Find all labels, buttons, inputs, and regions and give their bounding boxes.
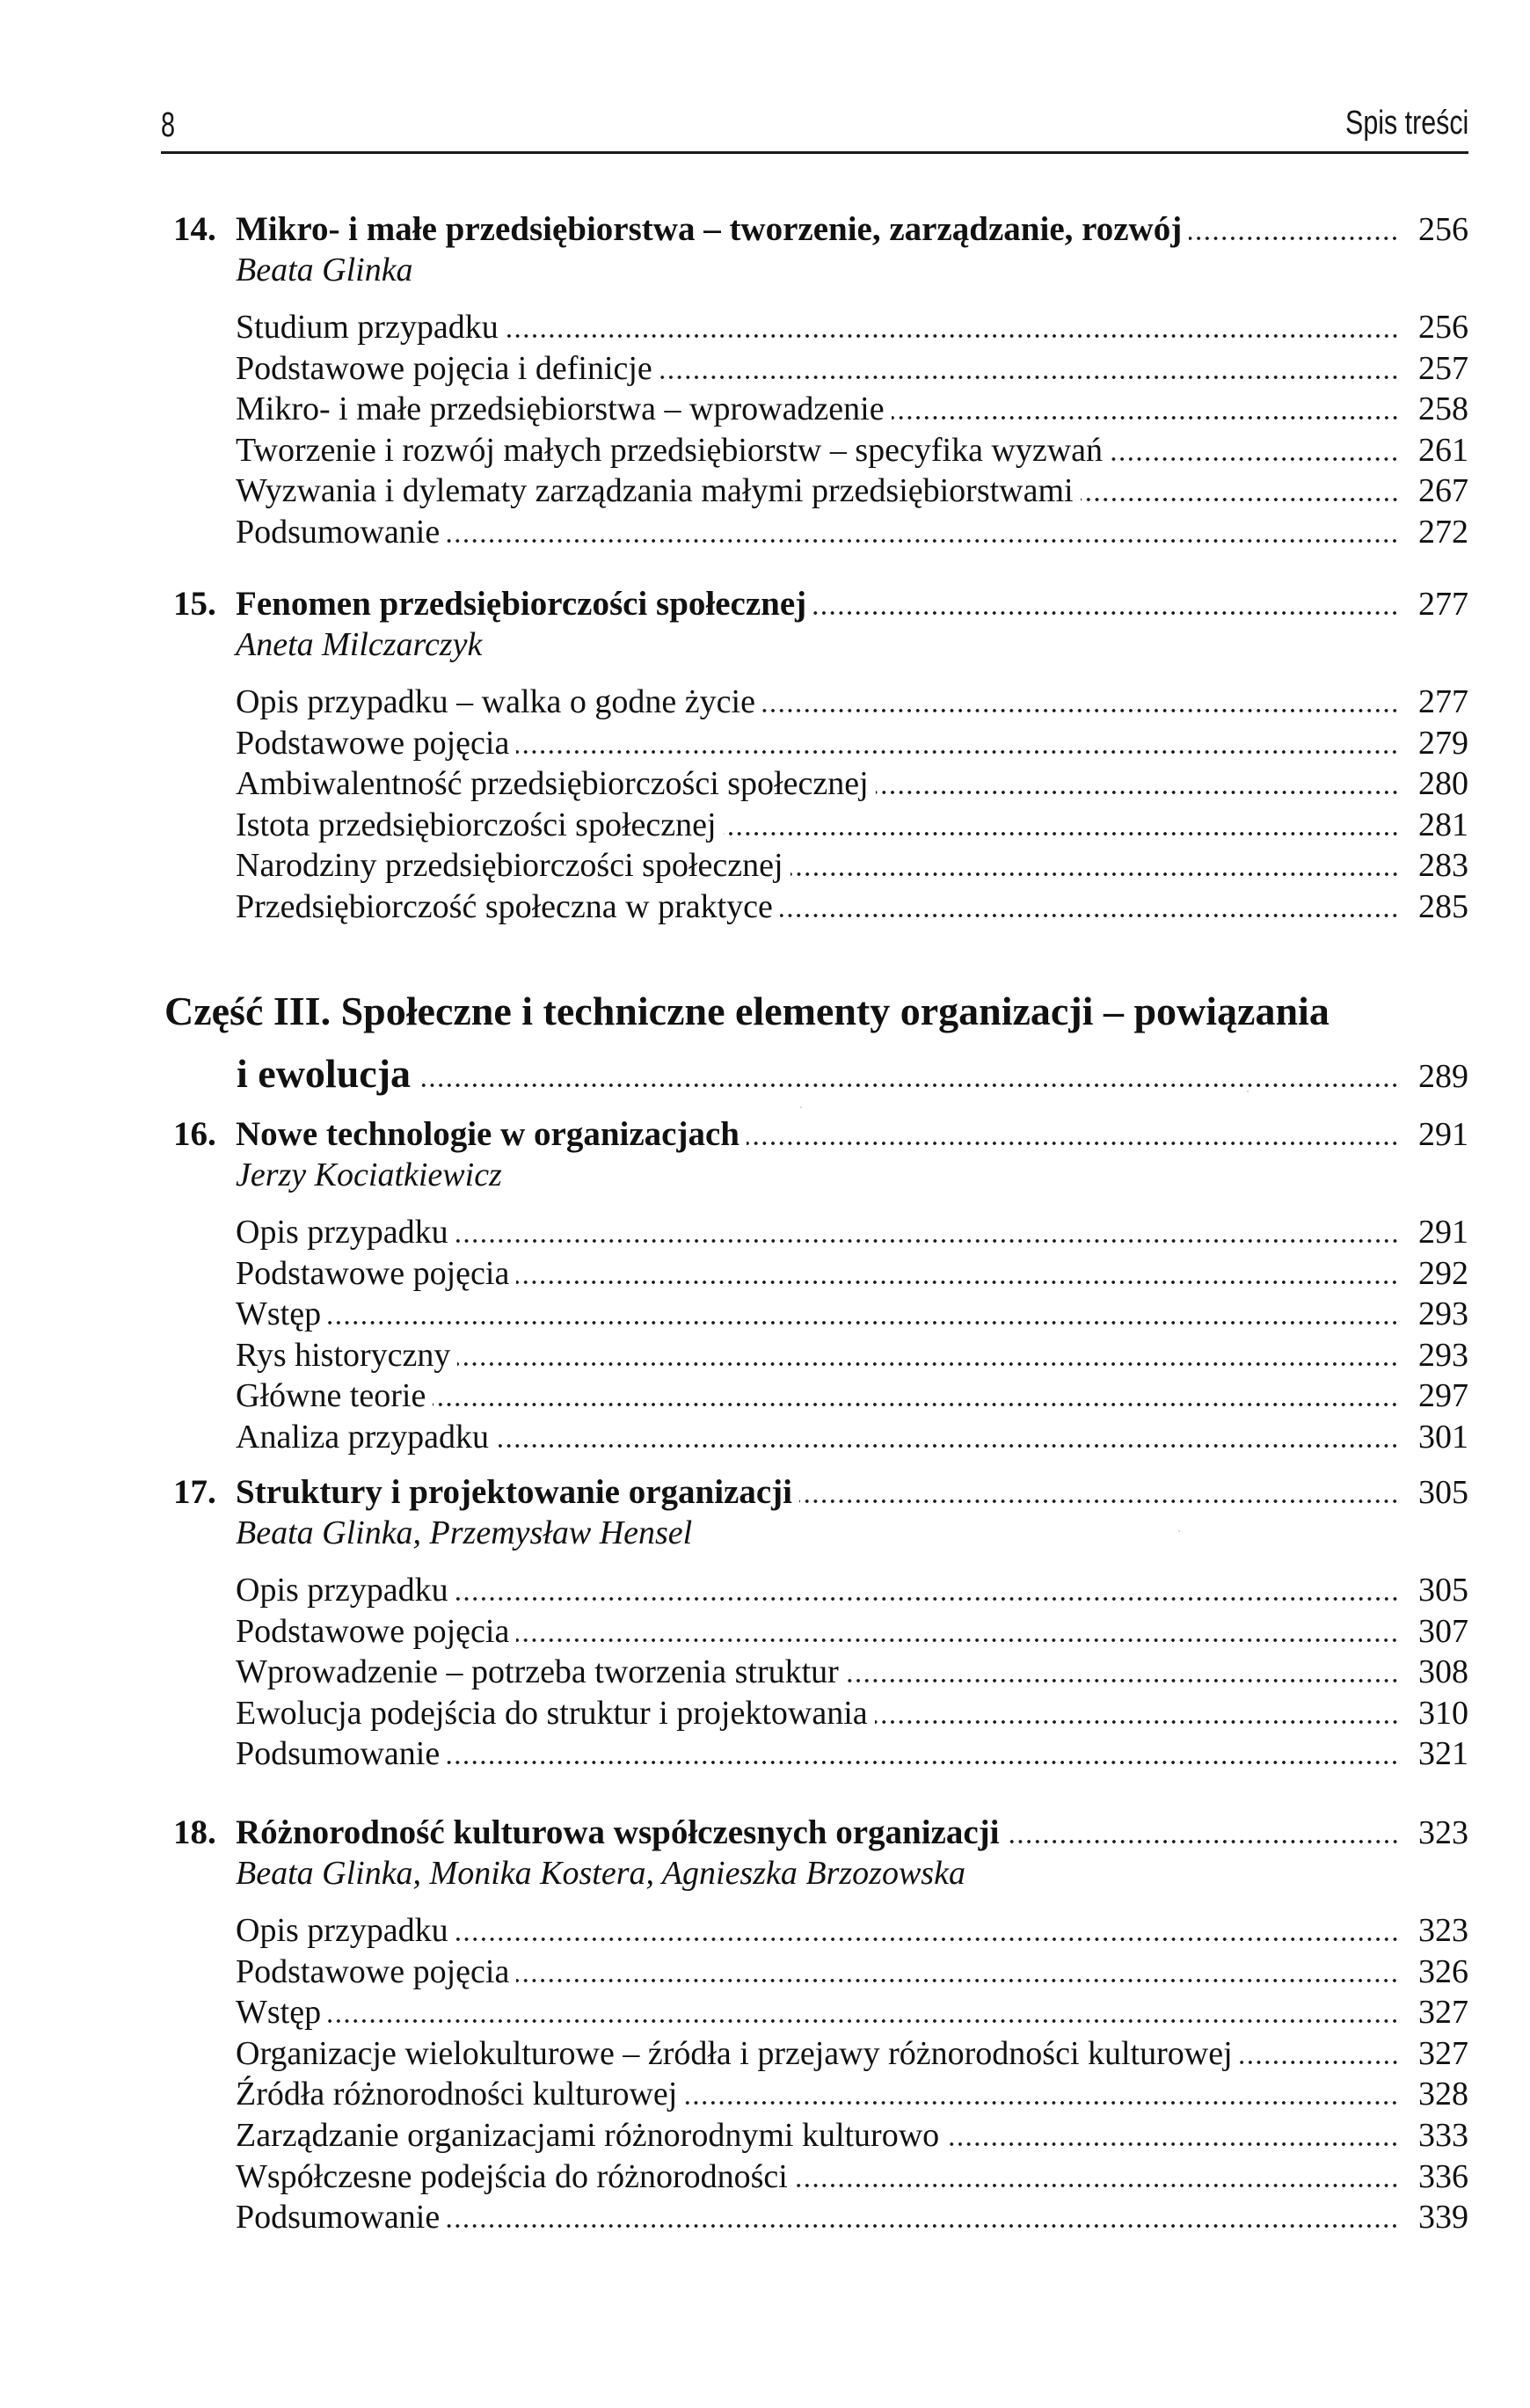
chapter-authors (0, 1854, 1530, 1898)
page-ref[interactable]: 293 (1418, 1336, 1468, 1374)
section-entry (0, 1295, 1530, 1339)
section-entry (0, 1418, 1530, 1462)
page-ref[interactable]: 291 (1418, 1214, 1468, 1251)
section-title[interactable]: Ewolucja podejścia do struktur i projektowania (236, 1694, 868, 1732)
chapter-number: 15. (173, 585, 216, 623)
dot-leader (418, 1084, 1399, 1087)
page-ref[interactable]: 283 (1418, 847, 1468, 885)
section-entry (0, 471, 1530, 515)
author-names[interactable]: Beata Glinka, Monika Kostera, Agnieszka Brzozowska (236, 1855, 965, 1892)
part-title-continued[interactable]: i ewolucja (237, 1051, 412, 1096)
toc-line (236, 1993, 1468, 2032)
dot-leader (846, 1679, 1399, 1682)
dot-leader (747, 1142, 1399, 1145)
dot-leader (780, 914, 1399, 917)
section-entry (0, 764, 1530, 808)
section-title[interactable]: Istota przedsiębiorczości społecznej (236, 806, 717, 843)
chapter-authors (0, 1156, 1530, 1200)
toc-line (236, 308, 1468, 347)
section-entry (0, 724, 1530, 768)
dot-leader (892, 416, 1399, 420)
toc-line (236, 584, 1468, 624)
toc-line (236, 1612, 1468, 1651)
section-entry (0, 887, 1530, 931)
section-title[interactable]: Rys historyczny (236, 1336, 451, 1374)
page-ref[interactable]: 292 (1418, 1254, 1468, 1292)
section-entry (0, 2116, 1530, 2160)
page-ref[interactable]: 261 (1418, 431, 1468, 469)
toc-line (236, 1418, 1468, 1456)
section-entry (0, 2034, 1530, 2078)
page-ref[interactable]: 321 (1418, 1735, 1468, 1773)
dot-leader (1007, 1840, 1400, 1843)
scan-speck (1178, 1530, 1180, 1532)
section-entry (0, 1734, 1530, 1778)
toc-line (236, 806, 1468, 844)
toc-line (236, 1653, 1468, 1691)
running-title: Spis treści (1344, 105, 1468, 142)
dot-leader (496, 1444, 1399, 1448)
toc-line (237, 1050, 1468, 1097)
dot-leader (799, 1500, 1399, 1503)
dot-leader (876, 791, 1399, 794)
page-ref[interactable]: 281 (1418, 806, 1468, 843)
section-entry (0, 308, 1530, 352)
chapter-authors (0, 251, 1530, 295)
page-ref[interactable]: 285 (1418, 888, 1468, 925)
toc-line (236, 1734, 1468, 1773)
section-title[interactable]: Podstawowe pojęcia i definicje (236, 349, 652, 387)
chapter-authors (0, 625, 1530, 669)
section-title[interactable]: Organizacje wielokulturowe – źródła i przejawy różnorodności kulturowej (236, 2034, 1233, 2072)
dot-leader (795, 2184, 1399, 2187)
toc-line (236, 1813, 1468, 1852)
toc-line (236, 2157, 1468, 2196)
chapter-authors (0, 1514, 1530, 1558)
toc-line (236, 2116, 1468, 2155)
running-head (0, 0, 1530, 158)
dot-leader (813, 611, 1399, 615)
toc-line (236, 1336, 1468, 1375)
toc-line (236, 1156, 1468, 1194)
chapter-title[interactable]: Fenomen przedsiębiorczości społecznej (236, 585, 807, 623)
dot-leader (875, 1720, 1399, 1724)
section-entry (0, 1213, 1530, 1257)
chapter-number: 16. (173, 1115, 216, 1153)
toc-line (236, 682, 1468, 721)
dot-leader (455, 1937, 1399, 1941)
page-ref[interactable]: 277 (1418, 683, 1468, 720)
section-title[interactable]: Narodziny przedsiębiorczości społecznej (236, 847, 783, 885)
section-title[interactable]: Tworzenie i rozwój małych przedsiębiorstw – specyfika wyzwań (236, 431, 1104, 469)
dot-leader (1240, 2061, 1399, 2064)
section-title[interactable]: Analiza przypadku (236, 1419, 490, 1456)
page-ref[interactable]: 289 (1418, 1058, 1468, 1095)
page-ref[interactable]: 280 (1418, 765, 1468, 803)
dot-leader (455, 1597, 1399, 1601)
toc-line (236, 2034, 1468, 2073)
section-entry (0, 1694, 1530, 1738)
toc-line (236, 2198, 1468, 2237)
page-ref[interactable]: 305 (1418, 1474, 1468, 1511)
author-names[interactable]: Beata Glinka, Przemysław Hensel (236, 1514, 693, 1551)
section-title[interactable]: Zarządzanie organizacjami różnorodnymi kulturowo (236, 2117, 940, 2154)
page-ref[interactable]: 256 (1418, 211, 1468, 248)
toc-line (236, 471, 1468, 510)
section-title[interactable]: Opis przypadku (236, 1912, 448, 1949)
section-entry (0, 1952, 1530, 1996)
section-title[interactable]: Opis przypadku (236, 1572, 448, 1609)
section-title[interactable]: Podstawowe pojęcia (236, 1254, 510, 1292)
page-ref[interactable]: 301 (1418, 1419, 1468, 1456)
toc-line (236, 1472, 1468, 1512)
section-entry (0, 2157, 1530, 2201)
toc-line (236, 1952, 1468, 1991)
toc-line (236, 1254, 1468, 1293)
section-title[interactable]: Opis przypadku (236, 1214, 448, 1251)
section-entry (0, 2198, 1530, 2242)
chapter-entry (0, 584, 1530, 628)
page-number: 8 (161, 106, 176, 144)
dot-leader (516, 750, 1399, 754)
page-ref[interactable]: 328 (1418, 2076, 1468, 2113)
dot-leader (684, 2101, 1399, 2105)
dot-leader (790, 872, 1399, 876)
toc-line (236, 1854, 1468, 1893)
dot-leader (1110, 457, 1399, 461)
dot-leader (659, 376, 1399, 379)
chapter-number: 14. (173, 210, 216, 248)
chapter-title[interactable]: Różnorodność kulturowa współczesnych organizacji (236, 1813, 1000, 1851)
part-title[interactable]: Część III. Społeczne i techniczne elementy organizacji – powiązania (164, 989, 1330, 1033)
dot-leader (1189, 237, 1399, 240)
section-title[interactable]: Podsumowanie (236, 1735, 441, 1773)
dot-leader (455, 1239, 1399, 1243)
toc-line (236, 2075, 1468, 2113)
scan-speck (800, 1106, 802, 1108)
section-title[interactable]: Przedsiębiorczość społeczna w praktyce (236, 888, 773, 925)
section-title[interactable]: Podsumowanie (236, 2199, 441, 2237)
page-ref[interactable]: 305 (1418, 1572, 1468, 1609)
section-entry (0, 1254, 1530, 1298)
dot-leader (762, 709, 1399, 712)
chapter-number: 18. (173, 1813, 216, 1851)
dot-leader (447, 1761, 1399, 1764)
toc-line (236, 513, 1468, 551)
toc-line (236, 431, 1468, 470)
author-names[interactable]: Jerzy Kociatkiewicz (236, 1157, 502, 1193)
chapter-number: 17. (173, 1473, 216, 1511)
toc-line (236, 1911, 1468, 1950)
toc-line (236, 251, 1468, 289)
section-entry (0, 2075, 1530, 2119)
chapter-entry (0, 1114, 1530, 1158)
page-ref[interactable]: 279 (1418, 724, 1468, 762)
chapter-entry (0, 1472, 1530, 1516)
part-heading-continued (0, 1050, 1530, 1094)
section-entry (0, 1993, 1530, 2037)
dot-leader (447, 539, 1399, 543)
page-ref[interactable]: 333 (1418, 2117, 1468, 2154)
section-entry (0, 846, 1530, 890)
chapter-entry (0, 1813, 1530, 1857)
page-ref[interactable]: 277 (1418, 586, 1468, 623)
toc-line (236, 1295, 1468, 1333)
part-heading (0, 988, 1530, 1032)
page-ref[interactable]: 323 (1418, 1814, 1468, 1851)
page-ref[interactable]: 307 (1418, 1612, 1468, 1650)
section-title[interactable]: Współczesne podejścia do różnorodności (236, 2157, 788, 2195)
scan-speck (1247, 1091, 1249, 1092)
toc-line (236, 1213, 1468, 1251)
toc-line (236, 764, 1468, 803)
section-title[interactable]: Podstawowe pojęcia (236, 724, 510, 762)
toc-line (236, 1694, 1468, 1733)
page-ref[interactable]: 293 (1418, 1295, 1468, 1333)
dot-leader (1081, 498, 1399, 501)
page-ref[interactable]: 326 (1418, 1952, 1468, 1990)
page-ref[interactable]: 257 (1418, 349, 1468, 387)
section-title[interactable]: Opis przypadku – walka o godne życie (236, 683, 755, 720)
header-rule (161, 151, 1468, 154)
section-entry (0, 1911, 1530, 1955)
dot-leader (516, 1281, 1399, 1284)
toc-line (236, 390, 1468, 428)
toc-line (236, 1571, 1468, 1609)
section-entry (0, 682, 1530, 726)
dot-leader (506, 334, 1399, 338)
section-title[interactable]: Źródła różnorodności kulturowej (236, 2076, 678, 2113)
chapter-entry (0, 209, 1530, 253)
dot-leader (433, 1403, 1399, 1406)
dot-leader (328, 1321, 1399, 1324)
toc-line (164, 988, 1468, 1034)
toc-line (236, 209, 1468, 249)
toc-line (236, 724, 1468, 763)
section-title[interactable]: Wyzwania i dylematy zarządzania małymi przedsiębiorstwami (236, 472, 1074, 510)
toc-line (236, 1514, 1468, 1552)
page-ref[interactable]: 327 (1418, 1994, 1468, 2032)
dot-leader (946, 2142, 1399, 2146)
page-ref[interactable]: 291 (1418, 1116, 1468, 1153)
section-title[interactable]: Główne teorie (236, 1377, 426, 1415)
section-title[interactable]: Wstęp (236, 1994, 322, 2032)
toc-line (236, 1114, 1468, 1154)
page-ref[interactable]: 339 (1418, 2199, 1468, 2237)
section-entry (0, 1336, 1530, 1380)
section-entry (0, 1653, 1530, 1697)
section-title[interactable]: Podsumowanie (236, 514, 441, 551)
page-ref[interactable]: 272 (1418, 514, 1468, 551)
section-entry (0, 513, 1530, 557)
page-ref[interactable]: 336 (1418, 2157, 1468, 2195)
page-ref[interactable]: 327 (1418, 2034, 1468, 2072)
author-names[interactable]: Aneta Milczarczyk (236, 626, 483, 663)
section-entry (0, 1376, 1530, 1420)
section-title[interactable]: Podstawowe pojęcia (236, 1612, 510, 1650)
chapter-title[interactable]: Struktury i projektowanie organizacji (236, 1473, 792, 1511)
section-entry (0, 1612, 1530, 1656)
section-entry (0, 1571, 1530, 1615)
toc-line (236, 349, 1468, 388)
section-title[interactable]: Wprowadzenie – potrzeba tworzenia struktur (236, 1653, 839, 1691)
section-entry (0, 806, 1530, 850)
toc-line (236, 1376, 1468, 1415)
dot-leader (447, 2224, 1399, 2228)
toc-line (236, 887, 1468, 926)
section-entry (0, 431, 1530, 475)
page-ref[interactable]: 310 (1418, 1694, 1468, 1732)
section-title[interactable]: Mikro- i małe przedsiębiorstwa – wprowadzenie (236, 390, 885, 428)
dot-leader (516, 1979, 1399, 1982)
page-ref[interactable]: 323 (1418, 1912, 1468, 1949)
page-ref[interactable]: 258 (1418, 390, 1468, 428)
dot-leader (516, 1638, 1399, 1642)
chapter-title[interactable]: Nowe technologie w organizacjach (236, 1115, 740, 1153)
toc-line (236, 846, 1468, 885)
toc-line (236, 625, 1468, 664)
chapter-title[interactable]: Mikro- i małe przedsiębiorstwa – tworzenie, zarządzanie, rozwój (236, 210, 1183, 248)
dot-leader (457, 1362, 1399, 1366)
section-entry (0, 349, 1530, 393)
page-ref[interactable]: 267 (1418, 472, 1468, 510)
section-title[interactable]: Ambiwalentność przedsiębiorczości społecznej (236, 765, 869, 803)
dot-leader (328, 2019, 1399, 2023)
section-entry (0, 390, 1530, 434)
section-title[interactable]: Podstawowe pojęcia (236, 1952, 510, 1990)
page-ref[interactable]: 308 (1418, 1653, 1468, 1691)
dot-leader (724, 832, 1399, 836)
section-title[interactable]: Studium przypadku (236, 309, 499, 346)
page-ref[interactable]: 256 (1418, 309, 1468, 346)
page-ref[interactable]: 297 (1418, 1377, 1468, 1415)
section-title[interactable]: Wstęp (236, 1295, 322, 1333)
author-names[interactable]: Beata Glinka (236, 252, 413, 288)
